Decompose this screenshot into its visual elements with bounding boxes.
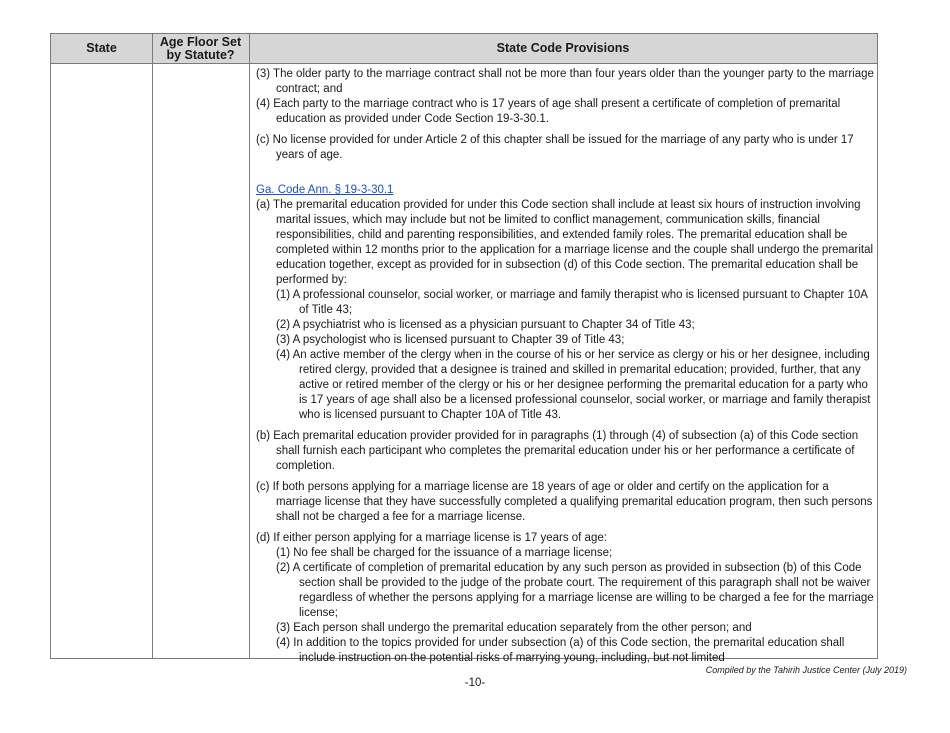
paragraph-d-item: (3) Each person shall undergo the premarital education separately from the other person; and [276, 622, 752, 634]
continued-paragraph: (3) The older party to the marriage contract shall not be more than four years older than the younger party to the marriage contract; and [256, 68, 874, 95]
provisions-cell [256, 67, 874, 666]
paragraph-c: (c) If both persons applying for a marriage license are 18 years of age or older and certify on the application for a marriage license that they have successfully completed a qualifying premarital education program, then such persons shall not be charged a fee for a marriage license. [256, 481, 873, 523]
paragraph-d: (d) If either person applying for a marriage license is 17 years of age: [256, 532, 607, 544]
paragraph-a-item: (4) An active member of the clergy when in the course of his or her service as clergy or his or her designee, including retired clergy, provided that a designee is trained and skilled in premarital education; provided, further, that any active or retired member of the clergy or his or her designee performing the premarital education for a party who is 17 years of age shall also be a licensed professional counselor, social worker, or marriage and family therapist who is licensed pursuant to Chapter 10A of Title 43. [276, 349, 871, 421]
statute-citation-link[interactable]: Ga. Code Ann. § 19-3-30.1 [256, 184, 394, 196]
header-state: State [86, 41, 117, 55]
continued-paragraph: (4) Each party to the marriage contract who is 17 years of age shall present a certificate of completion of premarital education as provided under Code Section 19-3-30.1. [256, 98, 841, 125]
paragraph-a-item: (2) A psychiatrist who is licensed as a physician pursuant to Chapter 34 of Title 43; [276, 319, 695, 331]
header-age-floor: Age Floor Set by Statute? [159, 34, 242, 62]
citation-line [256, 183, 874, 198]
table-header-row [51, 34, 877, 64]
paragraph-d-item: (1) No fee shall be charged for the issuance of a marriage license; [276, 547, 613, 559]
paragraph-b: (b) Each premarital education provider provided for in paragraphs (1) through (4) of subsection (a) of this Code section shall furnish each participant who completes the premarital education under his or her performance a certificate of completion. [256, 430, 859, 472]
column-divider [249, 34, 250, 658]
paragraph-d-item: (4) In addition to the topics provided for under subsection (a) of this Code section, the premarital education shall include instruction on the potential risks of marrying young, including, but not limited [276, 637, 845, 664]
statute-table [50, 33, 878, 664]
header-provisions: State Code Provisions [496, 41, 630, 55]
paragraph-a: (a) The premarital education provided for under this Code section shall include at least six hours of instruction involving marital issues, which may include but not be limited to conflict management, communication skills, financial responsibilities, child and parenting responsibilities, and extended family roles. The premarital education shall be completed within 12 months prior to the application for a marriage license and the couple shall undergo the premarital education together, except as provided for in subsection (d) of this Code section. The premarital education shall be performed by: [256, 199, 874, 286]
footer-credit: Compiled by the Tahirih Justice Center (July 2019) [705, 665, 907, 675]
page-number: -10- [464, 677, 486, 689]
paragraph-a-item: (3) A psychologist who is licensed pursuant to Chapter 39 of Title 43; [276, 334, 625, 346]
paragraph-d-item: (2) A certificate of completion of premarital education by any such person as provided in subsection (b) of this Code section shall be provided to the judge of the probate court. The requirement of this paragraph shall not be waiver regardless of whether the persons applying for a marriage license are willing to be charged a fee for the marriage license; [276, 562, 874, 619]
paragraph-a-item: (1) A professional counselor, social worker, or marriage and family therapist who is licensed pursuant to Chapter 10A of Title 43; [276, 289, 868, 316]
column-divider [152, 34, 153, 658]
paragraph-c-article-2: (c) No license provided for under Article 2 of this chapter shall be issued for the marriage of any party who is under 17 years of age. [256, 134, 854, 161]
